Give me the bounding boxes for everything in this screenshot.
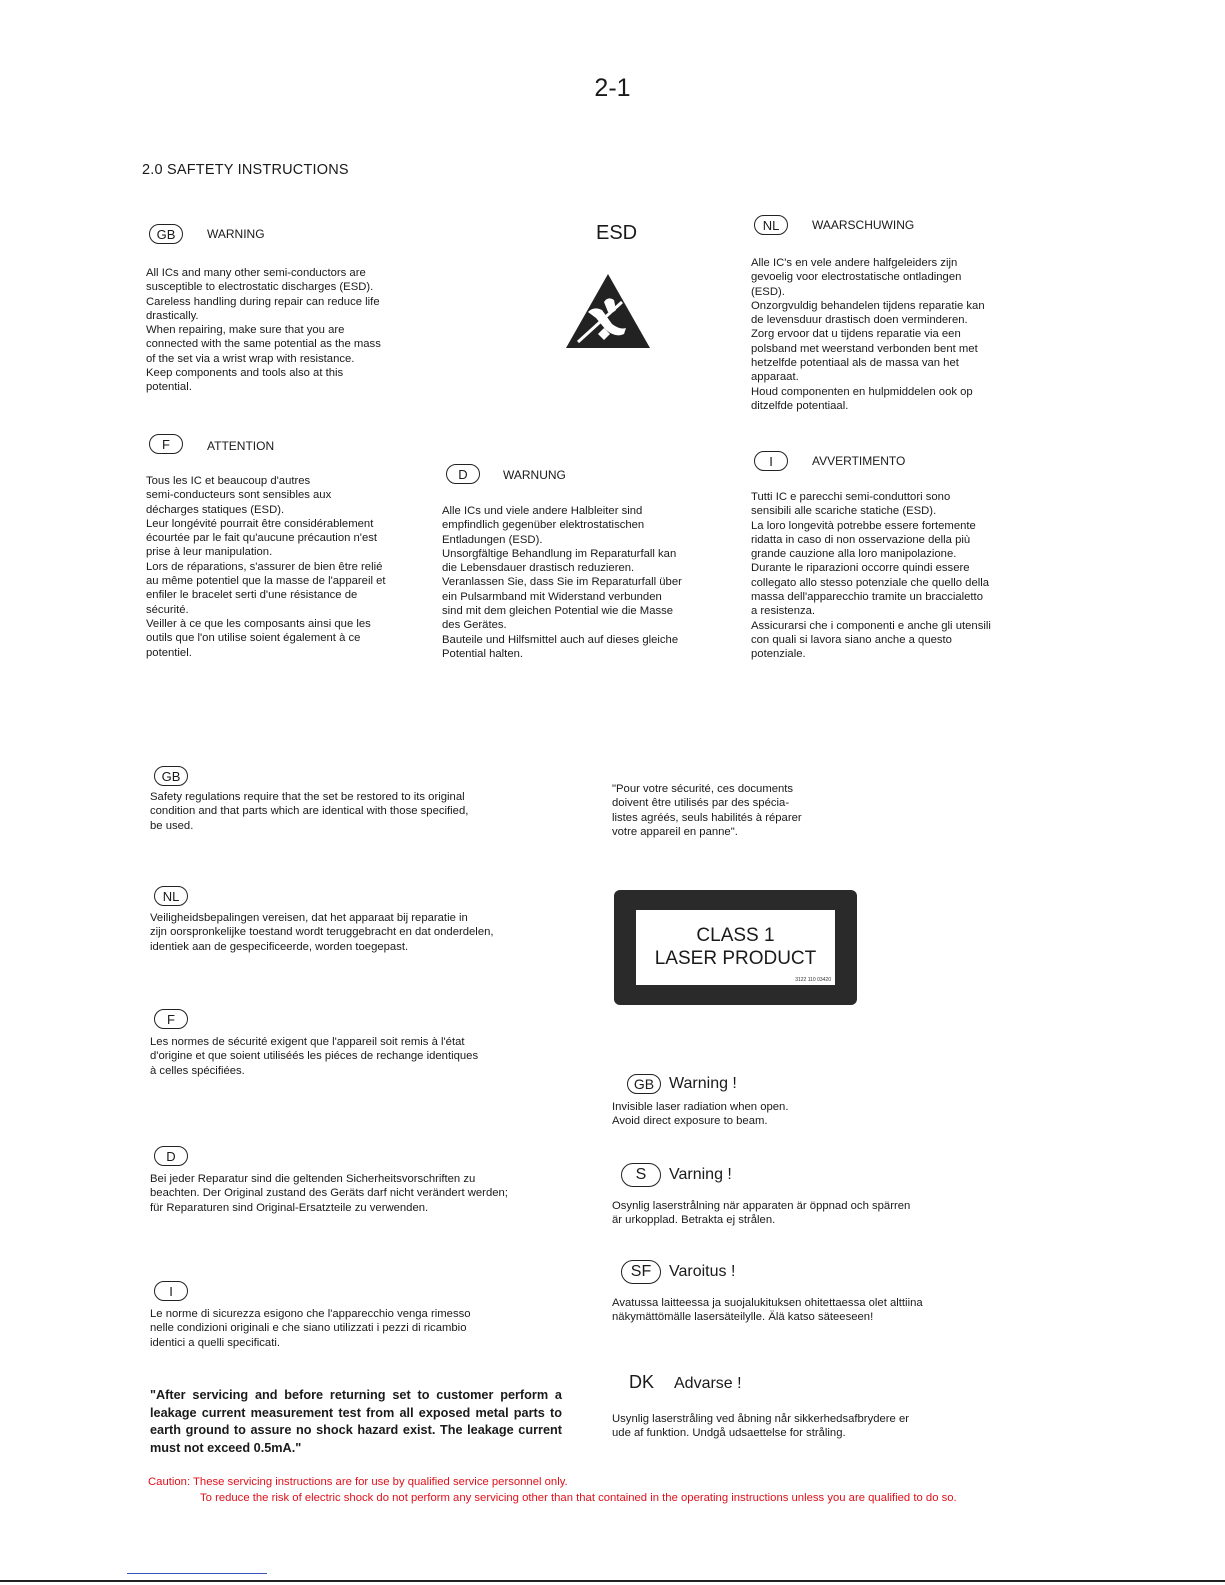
esd-d-text: Alle ICs und viele andere Halbleiter sind empfindlich gegenüber elektrostatischen Entladungen (ESD). Unsorgfältige Behandlung im Reparaturfall kan die Lebensdauer drastisch reduzieren. Veranlassen Sie, dass Sie im Reparaturfall über ein Pulsarmband mit Widerstand verbunden sind mit dem gleichen Potential wie die Masse des Gerätes. Bauteile und Hilfsmittel auch auf dieses gleiche Potential halten.: [442, 505, 682, 660]
esd-nl-text: Alle IC's en vele andere halfgeleiders zijn gevoelig voor electrostatische ontladingen (ESD). Onzorgvuldig behandelen tijdens reparatie kan de levensduur drastisch doen verminderen. Zorg ervoor dat u tijdens reparatie via een polsband met weerstand verbonden bent met hetzelfde potentiaal als de massa van het apparaat. Houd componenten en hulpmiddelen ook op ditzelfde potentiaal.: [751, 257, 985, 412]
regulation-f-text: Les normes de sécurité exigent que l'appareil soit remis à l'état d'origine et que soient utiliséés les piéces de rechange identiques à celles spécifiées.: [150, 1036, 479, 1077]
esd-i-text: Tutti IC e parecchi semi-conduttori sono sensibili alle scariche statiche (ESD). La loro longevità potrebbe essere fortemente ridatta in caso di non osservazione della più grande cauzione alla loro manipolazione. Durante le riparazioni occorre quindi essere collegato allo stesso potenziale che quello della massa dell'apparecchio tramite un braccialetto a resistenza. Assicurarsi che i componenti e anche gli utensili con quali si lavora siano anche a questo potenziale.: [751, 491, 991, 661]
footer-rule: [0, 1580, 1225, 1582]
laser-class-line: CLASS 1: [696, 925, 775, 946]
regulation-d-text: Bei jeder Reparatur sind die geltenden Sicherheitsvorschriften zu beachten. Der Original zustand des Geräts darf nicht verändert werden; für Reparaturen sind Original-Ersatzteile zu verwenden.: [150, 1173, 508, 1214]
esd-gb-text: All ICs and many other semi-conductors are susceptible to electrostatic discharges (ESD). Careless handling during repair can reduce life drastically. When repairing, make sure that you are connected with the same potential as the mass of the set via a wrist wrap with resistance. Keep components and tools also at this potential.: [146, 267, 381, 394]
esd-warning-triangle-icon: [564, 272, 652, 350]
french-security-note: "Pour votre sécurité, ces documents doivent être utilisés par des spécia- listes agréés, seuls habilités à réparer votre appareil en panne".: [612, 783, 802, 838]
lang-label-dk: DK: [629, 1372, 655, 1392]
regulation-nl-text: Veiligheidsbepalingen vereisen, dat het apparaat bij reparatie in zijn oorspronkelijke toestand wordt teruggebracht en dat onderdelen, identiek aan de gespecificeerde, worden toegepast.: [150, 912, 494, 953]
laser-label-code: 3122 110 03420: [795, 977, 831, 983]
lang-badge-s: S: [621, 1163, 661, 1187]
leakage-current-note: "After servicing and before returning set to customer perform a leakage current measurement test from all exposed metal parts to earth ground to assure no shock hazard exist. The leakage current must not exceed 0.5mA.": [150, 1388, 562, 1455]
esd-nl-heading: WAARSCHUWING: [812, 218, 915, 232]
lang-badge-gb: GB: [149, 224, 183, 244]
lang-badge-sf: SF: [621, 1260, 661, 1284]
laser-class-label: [614, 890, 857, 1005]
laser-warning-sf-text: Avatussa laitteessa ja suojalukituksen ohitettaessa olet alttiina näkymättömälle lasersäteilylle. Älä katso säteeseen!: [612, 1297, 923, 1324]
laser-warning-gb-title: Warning !: [669, 1075, 737, 1092]
lang-badge-f: F: [149, 434, 183, 454]
footer-link-underline: [127, 1573, 267, 1574]
laser-warning-s-text: Osynlig laserstrålning när apparaten är öppnad och spärren är urkopplad. Betrakta ej strålen.: [612, 1200, 911, 1227]
esd-label: ESD: [596, 222, 638, 244]
laser-product-line: LASER PRODUCT: [654, 948, 817, 969]
laser-warning-dk-text: Usynlig laserstråling ved åbning når sikkerhedsafbrydere er ude af funktion. Undgå udsaettelse for stråling.: [612, 1413, 910, 1440]
laser-warning-s-title: Varning !: [669, 1166, 732, 1183]
caution-line-2: To reduce the risk of electric shock do not perform any servicing other than that contained in the operating instructions unless you are qualified to do so.: [200, 1492, 957, 1504]
lang-badge-d: D: [446, 464, 480, 484]
lang-badge-nl: NL: [154, 886, 188, 906]
lang-badge-gb: GB: [154, 766, 188, 786]
regulation-i-text: Le norme di sicurezza esigono che l'apparecchio venga rimesso nelle condizioni originali e che siano utilizzati i pezzi di ricambio identici a quelli specificati.: [150, 1308, 471, 1349]
esd-d-heading: WARNUNG: [503, 468, 566, 482]
esd-gb-heading: WARNING: [207, 227, 265, 241]
regulation-gb-text: Safety regulations require that the set be restored to its original condition and that parts which are identical with those specified, be used.: [150, 791, 469, 832]
page-number: 2-1: [594, 74, 631, 102]
esd-f-heading: ATTENTION: [207, 439, 275, 453]
lang-badge-f: F: [154, 1009, 188, 1029]
lang-badge-i: I: [154, 1281, 188, 1301]
lang-badge-gb: GB: [627, 1074, 661, 1094]
lang-badge-i: I: [754, 451, 788, 471]
caution-line-1: Caution: These servicing instructions are for use by qualified service personnel only.: [148, 1476, 568, 1488]
section-title: 2.0 SAFTETY INSTRUCTIONS: [142, 162, 349, 178]
lang-badge-d: D: [154, 1146, 188, 1166]
esd-i-heading: AVVERTIMENTO: [812, 454, 906, 468]
laser-warning-gb-text: Invisible laser radiation when open. Avoid direct exposure to beam.: [612, 1101, 789, 1128]
laser-warning-dk-title: Advarse !: [674, 1375, 742, 1392]
laser-warning-sf-title: Varoitus !: [669, 1263, 736, 1280]
esd-f-text: Tous les IC et beaucoup d'autres semi-conducteurs sont sensibles aux décharges statiques (ESD). Leur longévité pourrait être considérablement écourtée par le fait qu'aucune précaution n'est prise à leur manipulation. Lors de réparations, s'assurer de bien être relié au même potentiel que la masse de l'appareil et enfiler le bracelet serti d'une résistance de sécurité. Veiller à ce que les composants ainsi que les outils que l'on utilise soient également à ce potentiel.: [146, 475, 386, 659]
lang-badge-nl: NL: [754, 215, 788, 235]
